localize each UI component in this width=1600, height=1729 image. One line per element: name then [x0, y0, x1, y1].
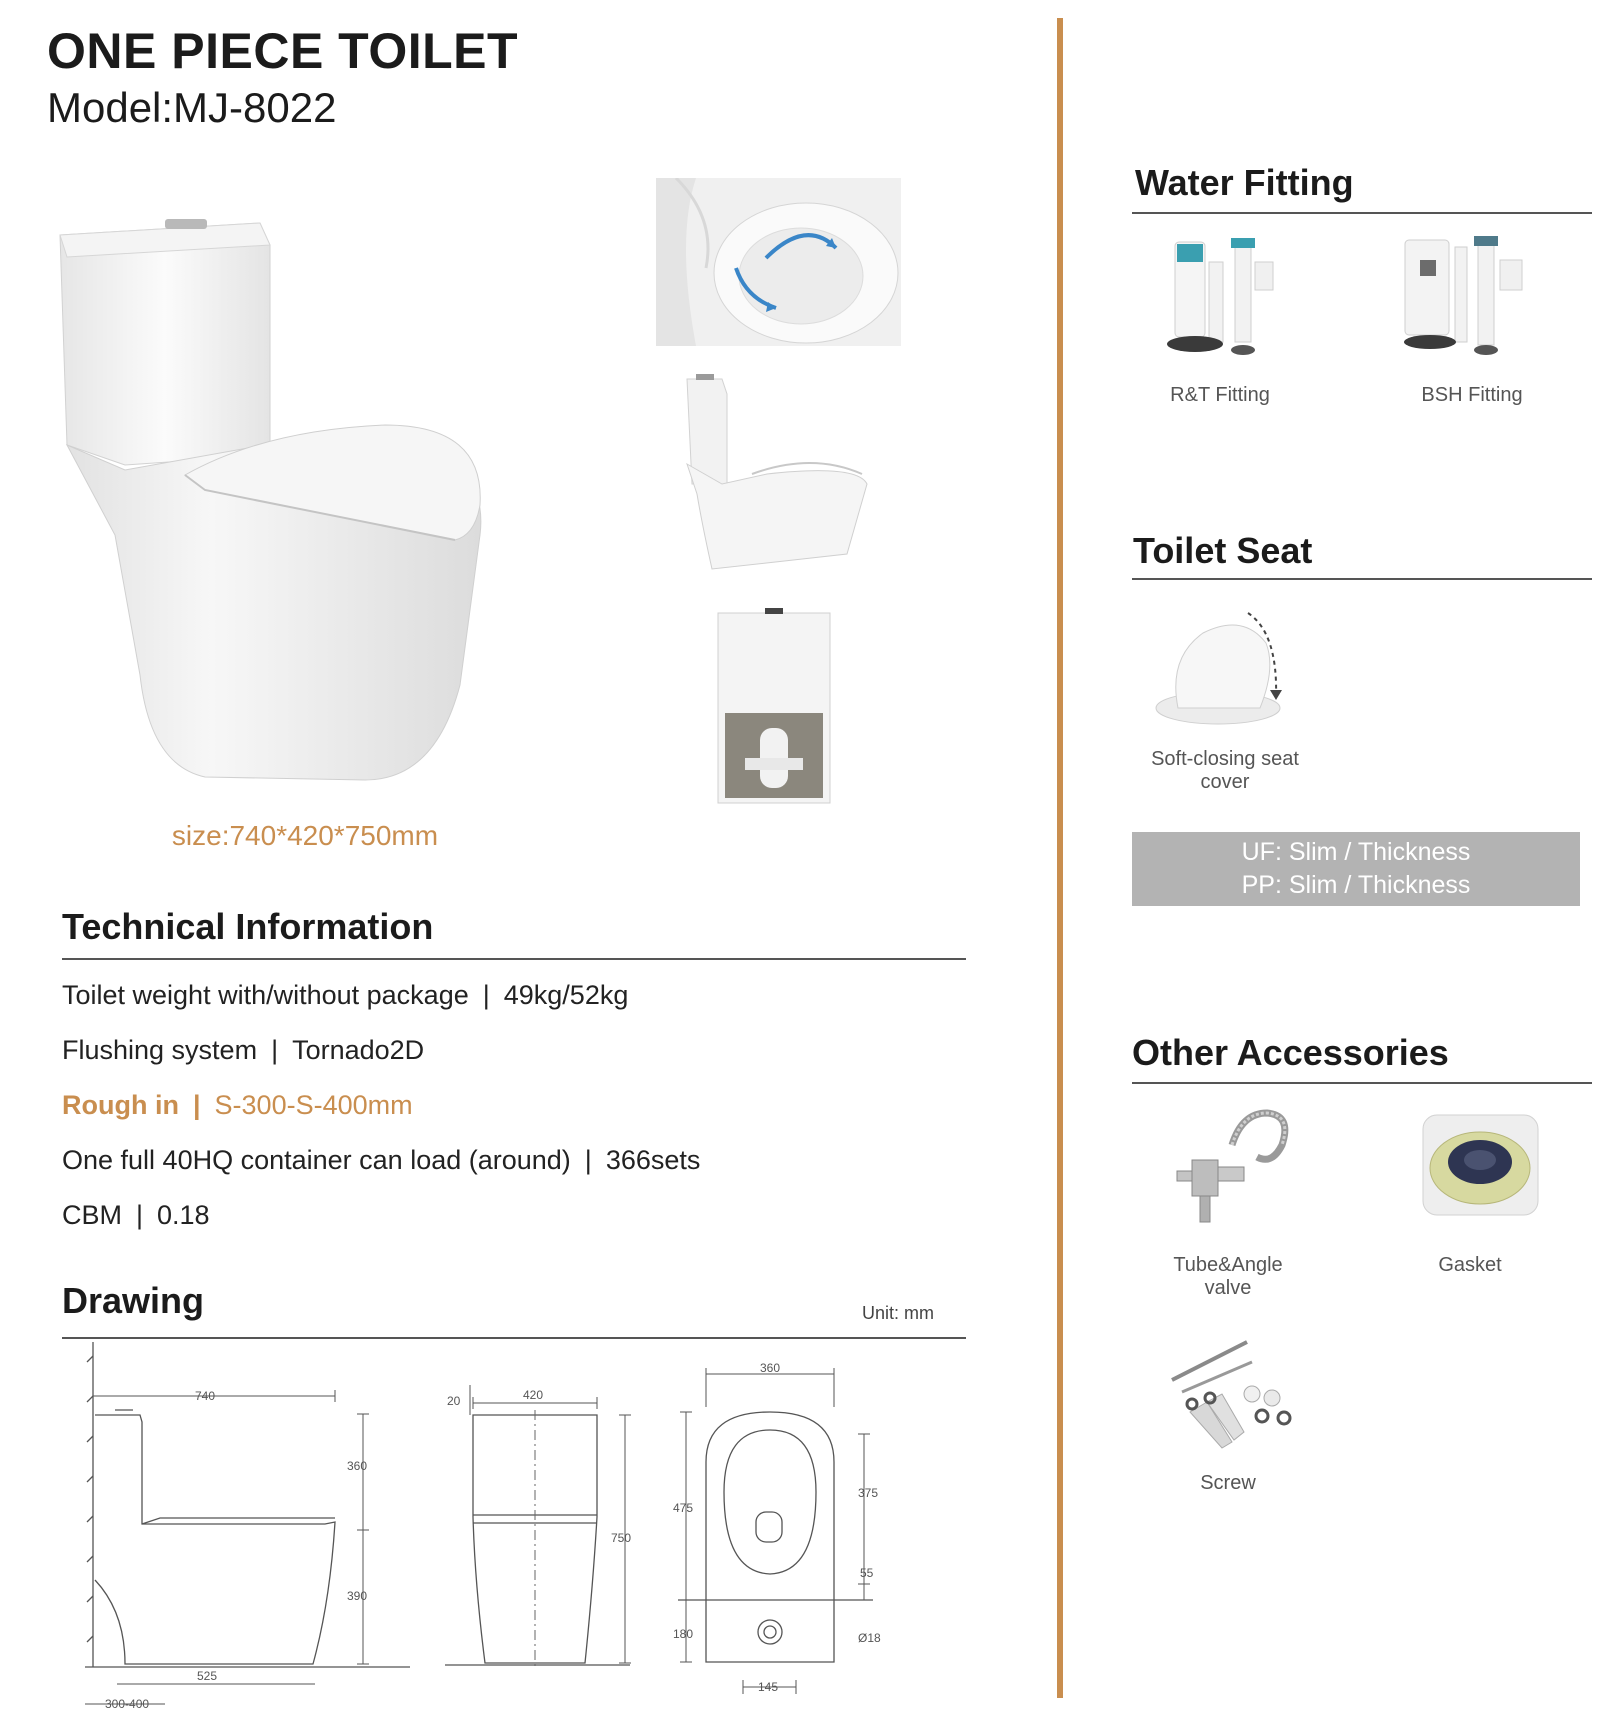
tech-value: 366sets [605, 1145, 701, 1175]
model-number: Model:MJ-8022 [47, 84, 337, 131]
tech-row-rough-in: Rough in | S-300-S-400mm [62, 1090, 413, 1120]
toilet-seat-rule [1132, 578, 1592, 580]
dim-475: 475 [673, 1501, 694, 1515]
main-toilet-image [55, 205, 535, 785]
side-elevation-drawing [85, 1342, 410, 1712]
drawing-rule [62, 1337, 966, 1339]
front-elevation-drawing [445, 1385, 645, 1675]
tech-value: 49kg/52kg [503, 980, 629, 1010]
seat-material-band [1132, 832, 1580, 906]
dim-750: 750 [611, 1531, 632, 1545]
page-title: ONE PIECE TOILET [47, 23, 519, 79]
gasket-icon [1418, 1110, 1543, 1220]
seat-uf-line: UF: Slim / Thickness [1241, 838, 1471, 866]
tech-label: Toilet weight with/without package [62, 980, 469, 1010]
rear-view-thumbnail [715, 608, 833, 808]
dim-55: 55 [860, 1566, 874, 1580]
toilet-seat-heading: Toilet Seat [1133, 530, 1313, 571]
rt-fitting-icon [1165, 232, 1285, 362]
tech-value: 0.18 [157, 1200, 210, 1230]
technical-heading: Technical Information [62, 906, 434, 947]
tech-value: Tornado2D [292, 1035, 425, 1065]
bsh-fitting-label: BSH Fitting [1421, 384, 1523, 406]
tech-label: CBM [62, 1200, 122, 1230]
dim-390: 390 [347, 1589, 368, 1603]
bowl-flush-thumbnail [656, 178, 901, 346]
tech-label: Flushing system [62, 1035, 258, 1065]
drawing-heading: Drawing [62, 1280, 205, 1321]
dim-740: 740 [195, 1389, 216, 1403]
dim-145: 145 [758, 1680, 779, 1694]
dim-420: 420 [523, 1388, 544, 1402]
tech-label: One full 40HQ container can load (around) [62, 1145, 571, 1175]
tech-row-flushing: Flushing system | Tornado2D [62, 1035, 425, 1065]
dim-20: 20 [447, 1394, 461, 1408]
tube-angle-valve-icon [1172, 1105, 1297, 1230]
dim-525: 525 [197, 1669, 218, 1683]
size-caption: size:740*420*750mm [171, 820, 439, 851]
bsh-fitting-icon [1400, 232, 1535, 362]
soft-close-seat-icon [1148, 608, 1293, 733]
column-divider [1057, 18, 1063, 1698]
rt-fitting-label: R&T Fitting [1170, 384, 1270, 406]
tube-angle-valve-label: Tube&Angle valve [1173, 1254, 1283, 1299]
water-fitting-rule [1132, 212, 1592, 214]
dim-300-400: 300-400 [105, 1697, 150, 1711]
other-accessories-rule [1132, 1082, 1592, 1084]
tech-row-cbm: CBM | 0.18 [62, 1200, 210, 1230]
other-accessories-heading: Other Accessories [1132, 1032, 1449, 1073]
top-view-drawing [668, 1362, 893, 1707]
dim-180: 180 [673, 1627, 694, 1641]
tech-value: S-300-S-400mm [214, 1090, 413, 1120]
drawing-unit: Unit: mm [862, 1303, 934, 1323]
water-fitting-heading: Water Fitting [1135, 162, 1354, 203]
dim-360: 360 [347, 1459, 368, 1473]
soft-close-seat-label: Soft-closing seat cover [1151, 748, 1299, 793]
tech-label: Rough in [62, 1090, 179, 1120]
tech-row-weight: Toilet weight with/without package | 49kg/52kg [62, 980, 629, 1010]
dim-phi18: Ø18 [858, 1631, 881, 1645]
technical-rule [62, 958, 966, 960]
dim-360-top: 360 [760, 1362, 781, 1375]
side-view-thumbnail [682, 374, 872, 574]
gasket-label: Gasket [1438, 1254, 1502, 1276]
screw-label: Screw [1200, 1472, 1256, 1494]
screw-kit-icon [1162, 1332, 1292, 1462]
dim-375: 375 [858, 1486, 879, 1500]
seat-pp-line: PP: Slim / Thickness [1241, 871, 1471, 899]
tech-row-container: One full 40HQ container can load (around) | 366sets [62, 1145, 701, 1175]
